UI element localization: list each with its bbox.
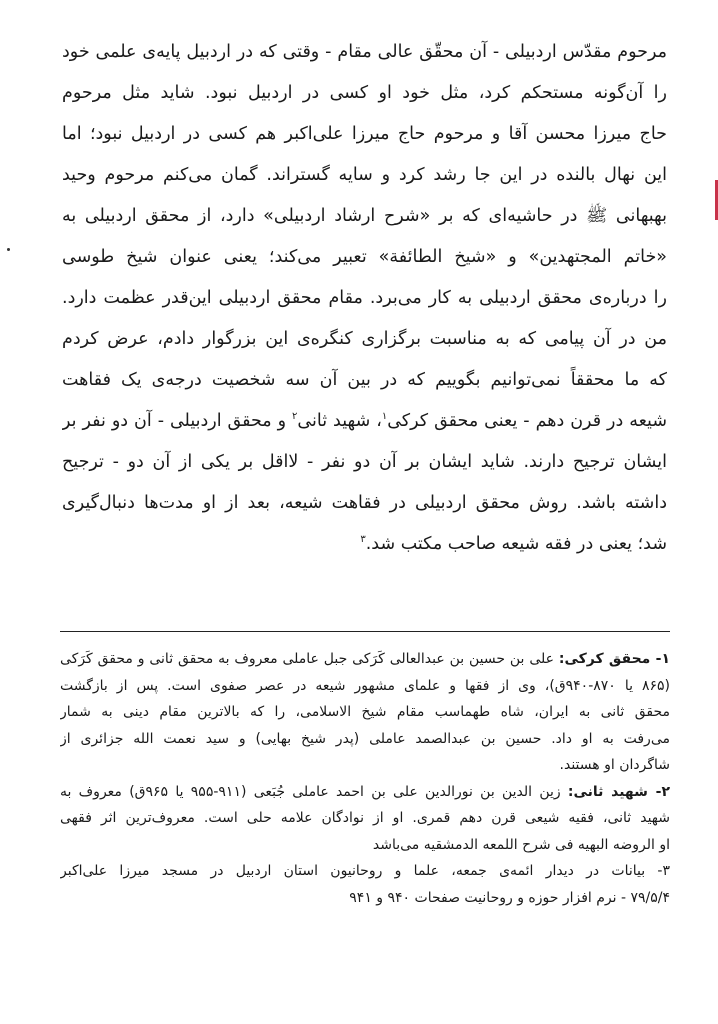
footnote-line — [60, 779, 670, 806]
text-line: من در آن پیامی که به مناسبت برگزاری کنگره‌ی این بزرگوار دادم، عرض کردم — [62, 329, 667, 349]
text-line — [62, 401, 667, 442]
footnote-line: شاگردان او هستند. — [559, 757, 670, 773]
text-segment: ، شهید ثانی — [297, 411, 382, 431]
footnote-text: علی بن حسین بن عبدالعالی کَرَکی جبل عاملی معروف به محقق ثانی و محقق کَرَکی — [60, 651, 559, 667]
text-line: بهبهانی ﷺ در حاشیه‌ای که بر «شرح ارشاد اردبیلی» دارد، از محقق اردبیلی به — [62, 206, 667, 226]
text-line: را آن‌گونه مستحکم کرد، مثل خود او کسی در اردبیل نبود. شاید مثل مرحوم — [62, 83, 667, 103]
footnote-ref-1[interactable]: ۱ — [381, 411, 388, 423]
text-line: حاج میرزا محسن آقا و مرحوم حاج میرزا علی‌اکبر هم کسی در اردبیل نبود؛ اما — [62, 124, 667, 144]
scan-speck — [7, 248, 10, 251]
footnote-line: ۷۹/۵/۴ - نرم افزار حوزه و روحانیت صفحات ۹۴۰ و ۹۴۱ — [349, 889, 670, 906]
main-body-text — [62, 32, 667, 565]
text-line: مرحوم مقدّس اردبیلی - آن محقّق عالی مقام - وقتی که در اردبیل پایه‌ی علمی خود — [62, 42, 667, 62]
text-line: که ما محققاً نمی‌توانیم بگوییم که در بین آن سه شخصیت درجه‌ی یک فقاهت — [62, 370, 667, 390]
footnote-divider — [60, 631, 670, 632]
footnote-line: ۳- بیانات در دیدار ائمه‌ی جمعه، علما و روحانیون استان اردبیل در مسجد میرزا علی‌اکبر — [60, 863, 670, 879]
footnote-heading: ۲- شهید ثانی: — [567, 783, 670, 800]
text-line: را درباره‌ی محقق اردبیلی به کار می‌برد. مقام محقق اردبیلی این‌قدر عظمت دارد. — [62, 288, 667, 308]
footnote-line: (۸۶۵ یا ۸۷۰-۹۴۰ق)، وی از فقها و علمای مشهور شیعه در عصر صفوی است. پس از بازگشت — [60, 677, 670, 694]
text-segment: شیعه در قرن دهم - یعنی محقق کرکی — [387, 411, 667, 431]
footnote-line: محقق ثانی به ایران، شاه طهماسب مقام شیخ الاسلامی، را که بالاترین مقام دینی به شمار — [60, 704, 670, 720]
footnote-ref-3[interactable]: ۳ — [360, 534, 366, 546]
footnote-1 — [60, 646, 670, 779]
footnote-line: می‌رفت به او داد. حسین بن عبدالصمد عاملی (پدر شیخ بهایی) و سید نعمت الله جزائری از — [60, 730, 670, 747]
footnote-ref-2[interactable]: ۲ — [292, 411, 298, 423]
footnote-3 — [60, 858, 670, 911]
footnote-2 — [60, 779, 670, 859]
text-line: داشته باشد. روش محقق اردبیلی در فقاهت شیعه، بعد از او مدت‌ها دنبال‌گیری — [62, 493, 667, 513]
text-line: این نهال بالنده در این جا رشد کرد و سایه گستراند. گمان می‌کنم مرحوم وحید — [62, 165, 667, 185]
text-line — [62, 524, 667, 565]
footnote-line: شهید ثانی، فقیه شیعی قرن دهم قمری. او از نوادگان علامه حلی است. معروف‌ترین اثر فقهی — [60, 810, 670, 826]
footnote-heading: ۱- محقق کرکی: — [558, 651, 670, 667]
text-segment: و محقق اردبیلی - آن دو نفر بر — [62, 411, 293, 431]
footnote-text: زین الدین بن نورالدین علی بن احمد عاملی جُبَعی (۹۱۱-۹۵۵ یا ۹۶۵ق) معروف به — [60, 783, 568, 800]
text-line: ایشان ترجیح دارند. شاید ایشان بر آن دو نفر - لااقل بر یکی از آن دو - ترجیح — [62, 452, 667, 472]
footnote-line: او الروضه البهیه فی شرح اللمعه الدمشقیه می‌باشد — [372, 836, 670, 853]
footnote-line — [60, 646, 670, 673]
text-line: «خاتم المجتهدین» و «شیخ الطائفة» تعبیر می‌کند؛ یعنی عنوان شیخ طوسی — [62, 247, 667, 267]
footnotes-section — [60, 646, 670, 911]
text-segment: شد؛ یعنی در فقه شیعه صاحب مکتب شد. — [365, 534, 667, 554]
